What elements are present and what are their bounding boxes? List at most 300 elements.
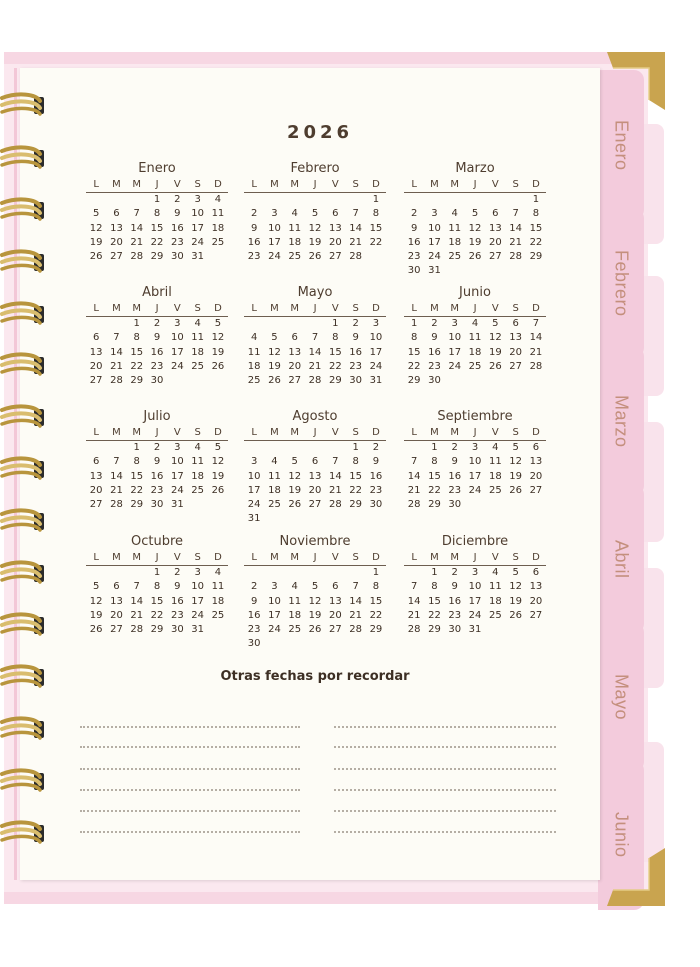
- binding-ring: [0, 92, 48, 118]
- day-cell: 29: [150, 624, 164, 636]
- note-line[interactable]: [80, 831, 300, 833]
- day-cell: 8: [133, 332, 140, 344]
- day-cell: 19: [89, 609, 103, 621]
- weekday-header-row: [244, 426, 386, 441]
- week-row: [404, 236, 546, 250]
- week-row: [404, 441, 546, 455]
- day-cell: 30: [150, 499, 164, 511]
- week-row: [244, 346, 386, 360]
- weekday-header-row: [404, 302, 546, 317]
- weekday-header: V: [491, 303, 499, 314]
- day-cell: 15: [428, 470, 441, 482]
- day-cell: 14: [308, 346, 322, 358]
- tab-marzo[interactable]: [598, 346, 644, 496]
- day-cell: 31: [247, 513, 261, 525]
- day-cell: 16: [369, 470, 383, 482]
- day-cell: [285, 637, 305, 651]
- day-cell: 14: [349, 595, 362, 607]
- day-cell: 26: [488, 360, 502, 372]
- day-cell: 31: [191, 251, 204, 263]
- day-cell: 30: [170, 624, 184, 636]
- day-cell: 30: [407, 265, 421, 277]
- day-cell: 22: [407, 360, 421, 372]
- weekday-header: L: [411, 552, 417, 563]
- weekday-header: M: [430, 552, 439, 563]
- day-cell: 4: [214, 194, 222, 205]
- tab-back: [644, 568, 664, 688]
- weekday-header: S: [194, 179, 201, 190]
- day-cell: [264, 441, 284, 455]
- notes-title: Otras fechas por recordar: [220, 669, 410, 684]
- day-cell: 15: [529, 222, 543, 234]
- day-cell: [424, 193, 444, 207]
- week-row: [86, 317, 228, 331]
- weekday-header: L: [93, 552, 99, 563]
- day-cell: 14: [110, 346, 123, 358]
- day-cell: 15: [407, 346, 421, 358]
- week-row: [86, 455, 228, 469]
- day-cell: 23: [170, 609, 184, 621]
- day-cell: 23: [407, 251, 421, 263]
- day-cell: 11: [211, 581, 225, 593]
- day-cell: 17: [191, 595, 204, 607]
- note-line[interactable]: [80, 789, 300, 791]
- day-cell: 8: [410, 332, 418, 344]
- day-cell: 19: [89, 236, 103, 248]
- note-line[interactable]: [80, 768, 300, 770]
- week-row: [244, 317, 386, 331]
- day-cell: 25: [191, 484, 204, 496]
- weekday-header: D: [532, 179, 540, 190]
- weekday-header-row: [86, 426, 228, 441]
- day-cell: 4: [291, 581, 298, 593]
- weekday-header: S: [194, 552, 201, 563]
- day-cell: 7: [332, 456, 339, 468]
- day-cell: [366, 512, 386, 526]
- day-cell: 10: [468, 581, 482, 593]
- day-cell: 7: [532, 318, 540, 329]
- day-cell: 24: [369, 360, 383, 372]
- day-cell: [345, 512, 365, 526]
- day-cell: [86, 441, 106, 455]
- weekday-header: S: [194, 303, 201, 314]
- month-name: Noviembre: [279, 534, 351, 549]
- weekday-header: J: [313, 552, 317, 563]
- day-cell: 17: [247, 484, 261, 496]
- day-cell: 8: [153, 581, 161, 593]
- weekday-header: S: [512, 552, 519, 563]
- week-row: [244, 250, 386, 264]
- weekday-header: M: [270, 179, 279, 190]
- day-cell: 7: [352, 208, 359, 220]
- week-row: [244, 236, 386, 250]
- weekday-header-row: [244, 302, 386, 317]
- day-cell: 22: [428, 609, 441, 621]
- day-cell: 12: [211, 456, 225, 468]
- day-cell: 17: [468, 595, 482, 607]
- weekday-header: M: [290, 179, 300, 190]
- note-line[interactable]: [80, 746, 300, 748]
- day-cell: 4: [471, 318, 479, 329]
- day-cell: 28: [529, 360, 543, 372]
- day-cell: 15: [150, 595, 164, 607]
- day-cell: 19: [509, 595, 522, 607]
- month-mayo: [244, 284, 386, 388]
- tab-label: Enero: [611, 119, 632, 171]
- day-cell: 12: [268, 346, 281, 358]
- day-cell: 3: [431, 208, 438, 220]
- binding-ring: [0, 197, 48, 223]
- day-cell: 12: [89, 595, 103, 607]
- weekday-header: V: [491, 427, 499, 438]
- day-cell: 8: [352, 456, 359, 468]
- day-cell: 18: [211, 595, 225, 607]
- weekday-header: M: [450, 552, 460, 563]
- day-cell: 22: [150, 609, 164, 621]
- day-cell: [264, 317, 284, 331]
- month-name: Marzo: [455, 161, 495, 176]
- day-cell: 29: [130, 375, 144, 387]
- day-cell: [285, 512, 305, 526]
- week-row: [86, 470, 228, 484]
- week-row: [244, 441, 386, 455]
- weekday-header: D: [214, 303, 222, 314]
- day-cell: [404, 566, 424, 580]
- week-row: [404, 470, 546, 484]
- day-cell: 22: [150, 236, 164, 248]
- day-cell: 2: [372, 442, 380, 453]
- day-cell: [305, 566, 325, 580]
- day-cell: 15: [130, 346, 144, 358]
- day-cell: 3: [451, 318, 458, 329]
- day-cell: [505, 498, 525, 512]
- day-cell: 3: [194, 194, 201, 205]
- day-cell: [485, 623, 505, 637]
- tab-back: [644, 422, 664, 542]
- day-cell: [505, 193, 525, 207]
- day-cell: 3: [372, 318, 380, 329]
- note-line[interactable]: [334, 768, 556, 770]
- day-cell: 2: [250, 581, 258, 593]
- day-cell: [445, 374, 465, 388]
- day-cell: [345, 566, 365, 580]
- day-cell: 3: [174, 442, 181, 453]
- day-cell: 6: [113, 581, 120, 593]
- weekday-header: V: [173, 303, 181, 314]
- note-line[interactable]: [334, 831, 556, 833]
- day-cell: 17: [369, 346, 383, 358]
- day-cell: [187, 498, 207, 512]
- note-line[interactable]: [334, 746, 556, 748]
- day-cell: 27: [529, 609, 543, 621]
- month-agosto: [244, 408, 386, 527]
- day-cell: 8: [431, 581, 438, 593]
- day-cell: [505, 264, 525, 278]
- day-cell: 11: [268, 470, 281, 482]
- weekday-header: J: [473, 552, 477, 563]
- day-cell: 4: [451, 208, 458, 220]
- weekday-header: L: [93, 427, 99, 438]
- day-cell: 4: [492, 567, 499, 578]
- day-cell: [485, 374, 505, 388]
- day-cell: 14: [130, 595, 144, 607]
- day-cell: 20: [288, 360, 302, 372]
- week-row: [404, 455, 546, 469]
- day-cell: [167, 374, 187, 388]
- day-cell: 20: [509, 346, 522, 358]
- day-cell: 30: [448, 624, 462, 636]
- day-cell: [264, 637, 284, 651]
- day-cell: 15: [328, 346, 342, 358]
- day-cell: 13: [328, 222, 342, 234]
- month-name: Agosto: [292, 409, 338, 424]
- day-cell: 5: [311, 581, 319, 593]
- day-cell: 29: [428, 624, 441, 636]
- day-cell: 12: [468, 222, 482, 234]
- day-cell: 2: [451, 567, 458, 578]
- day-cell: 28: [110, 499, 123, 511]
- day-cell: 31: [468, 624, 482, 636]
- day-cell: 19: [509, 470, 522, 482]
- day-cell: 17: [448, 346, 462, 358]
- month-name: Julio: [143, 409, 171, 424]
- weekday-header-row: [404, 178, 546, 193]
- day-cell: 21: [349, 236, 362, 248]
- day-cell: 29: [150, 251, 164, 263]
- month-marzo: [404, 160, 546, 279]
- week-row: [86, 346, 228, 360]
- day-cell: 8: [372, 581, 380, 593]
- day-cell: 6: [492, 208, 499, 220]
- day-cell: 24: [247, 499, 261, 511]
- day-cell: 13: [288, 346, 302, 358]
- day-cell: 31: [170, 499, 184, 511]
- day-cell: 9: [153, 332, 161, 344]
- day-cell: 15: [130, 470, 144, 482]
- cover-top-edge: [4, 52, 648, 64]
- day-cell: [208, 498, 228, 512]
- weekday-header: M: [450, 303, 460, 314]
- day-cell: [485, 193, 505, 207]
- day-cell: 21: [407, 609, 421, 621]
- day-cell: 14: [407, 595, 421, 607]
- day-cell: 28: [308, 375, 322, 387]
- day-cell: [244, 193, 264, 207]
- week-row: [86, 236, 228, 250]
- day-cell: 23: [247, 251, 261, 263]
- weekday-header: V: [331, 427, 339, 438]
- day-cell: 29: [130, 499, 144, 511]
- weekday-header: S: [512, 179, 519, 190]
- weekday-header: L: [251, 179, 257, 190]
- day-cell: 1: [352, 442, 359, 453]
- day-cell: 2: [174, 194, 181, 205]
- day-cell: 26: [308, 251, 322, 263]
- day-cell: 13: [509, 332, 522, 344]
- week-row: [244, 374, 386, 388]
- day-cell: 16: [448, 470, 462, 482]
- week-row: [86, 623, 228, 637]
- month-name: Junio: [459, 285, 491, 300]
- day-cell: 29: [349, 499, 362, 511]
- week-row: [86, 566, 228, 580]
- weekday-header: J: [473, 303, 477, 314]
- day-cell: 29: [407, 375, 421, 387]
- day-cell: 10: [448, 332, 462, 344]
- day-cell: 24: [268, 624, 281, 636]
- binding-ring: [0, 508, 48, 534]
- week-row: [404, 360, 546, 374]
- binding-ring: [0, 716, 48, 742]
- day-cell: 7: [352, 581, 359, 593]
- day-cell: [285, 441, 305, 455]
- day-cell: [86, 566, 106, 580]
- day-cell: 16: [150, 346, 164, 358]
- day-cell: 21: [110, 484, 123, 496]
- day-cell: 22: [130, 360, 144, 372]
- day-cell: 13: [110, 222, 123, 234]
- tab-label: Febrero: [611, 249, 632, 317]
- day-cell: 8: [153, 208, 161, 220]
- weekday-header-row: [404, 551, 546, 566]
- weekday-header: D: [372, 552, 380, 563]
- day-cell: 8: [372, 208, 380, 220]
- day-cell: 2: [250, 208, 258, 220]
- day-cell: [305, 512, 325, 526]
- day-cell: 15: [428, 595, 441, 607]
- day-cell: 23: [247, 624, 261, 636]
- month-name: Enero: [138, 161, 176, 176]
- day-cell: 14: [349, 222, 362, 234]
- tab-mayo[interactable]: [598, 622, 644, 772]
- day-cell: [404, 441, 424, 455]
- day-cell: [305, 441, 325, 455]
- day-cell: 13: [89, 470, 103, 482]
- month-name: Octubre: [130, 534, 184, 549]
- weekday-header: J: [155, 552, 159, 563]
- weekday-header: J: [155, 303, 159, 314]
- day-cell: [325, 637, 345, 651]
- day-cell: [345, 637, 365, 651]
- note-line[interactable]: [334, 810, 556, 812]
- week-row: [404, 222, 546, 236]
- weekday-header-row: [244, 178, 386, 193]
- day-cell: 2: [153, 442, 161, 453]
- tab-label: Junio: [611, 812, 632, 858]
- day-cell: 19: [308, 609, 322, 621]
- day-cell: 23: [349, 360, 362, 372]
- tab-abril[interactable]: [598, 484, 644, 634]
- day-cell: [285, 566, 305, 580]
- binding-ring: [0, 249, 48, 275]
- day-cell: 20: [328, 609, 342, 621]
- day-cell: 24: [268, 251, 281, 263]
- day-cell: 30: [247, 638, 261, 650]
- day-cell: 18: [268, 484, 281, 496]
- gold-corner-top: [607, 52, 665, 110]
- day-cell: 26: [468, 251, 482, 263]
- day-cell: 31: [369, 375, 383, 387]
- day-cell: 31: [191, 624, 204, 636]
- week-row: [244, 455, 386, 469]
- day-cell: 5: [492, 318, 499, 329]
- note-line[interactable]: [334, 726, 556, 728]
- note-line[interactable]: [80, 810, 300, 812]
- week-row: [404, 193, 546, 207]
- day-cell: [127, 566, 147, 580]
- day-cell: 9: [352, 332, 359, 344]
- day-cell: 12: [509, 581, 522, 593]
- day-cell: 27: [488, 251, 502, 263]
- day-cell: 24: [191, 236, 204, 248]
- weekday-header: J: [155, 427, 159, 438]
- tab-febrero[interactable]: [598, 208, 644, 358]
- tab-back: [644, 742, 664, 862]
- day-cell: 26: [89, 624, 103, 636]
- day-cell: 21: [130, 609, 144, 621]
- day-cell: 10: [191, 581, 204, 593]
- day-cell: 17: [191, 222, 204, 234]
- day-cell: 28: [130, 624, 144, 636]
- day-cell: 16: [448, 595, 462, 607]
- weekday-header: M: [430, 179, 439, 190]
- day-cell: 18: [488, 595, 502, 607]
- day-cell: 19: [211, 470, 225, 482]
- day-cell: [127, 193, 147, 207]
- binding-ring: [0, 352, 48, 378]
- day-cell: 6: [311, 456, 319, 468]
- day-cell: 9: [250, 595, 258, 607]
- day-cell: 18: [288, 609, 302, 621]
- note-line[interactable]: [334, 789, 556, 791]
- month-julio: [86, 408, 228, 512]
- day-cell: 14: [529, 332, 543, 344]
- day-cell: 13: [328, 595, 342, 607]
- day-cell: 9: [451, 581, 458, 593]
- day-cell: 25: [247, 375, 261, 387]
- day-cell: [305, 193, 325, 207]
- note-line[interactable]: [80, 726, 300, 728]
- day-cell: 1: [410, 318, 418, 329]
- day-cell: 14: [130, 222, 144, 234]
- day-cell: 14: [407, 470, 421, 482]
- week-row: [404, 580, 546, 594]
- day-cell: 28: [349, 251, 362, 263]
- day-cell: [485, 264, 505, 278]
- day-cell: 20: [328, 236, 342, 248]
- tab-label: Marzo: [611, 394, 632, 448]
- day-cell: 21: [407, 484, 421, 496]
- day-cell: 3: [194, 567, 201, 578]
- day-cell: 22: [328, 360, 342, 372]
- day-cell: [106, 193, 126, 207]
- day-cell: 18: [191, 470, 204, 482]
- day-cell: 15: [150, 222, 164, 234]
- day-cell: 5: [92, 208, 100, 220]
- weekday-header: M: [270, 427, 279, 438]
- day-cell: 18: [488, 470, 502, 482]
- day-cell: 14: [110, 470, 123, 482]
- day-cell: 9: [174, 581, 181, 593]
- day-cell: 25: [288, 251, 302, 263]
- day-cell: 7: [410, 581, 418, 593]
- day-cell: 5: [512, 442, 519, 453]
- day-cell: 17: [170, 470, 184, 482]
- day-cell: 14: [328, 470, 342, 482]
- day-cell: 18: [448, 236, 462, 248]
- day-cell: 27: [89, 499, 103, 511]
- day-cell: 16: [407, 236, 421, 248]
